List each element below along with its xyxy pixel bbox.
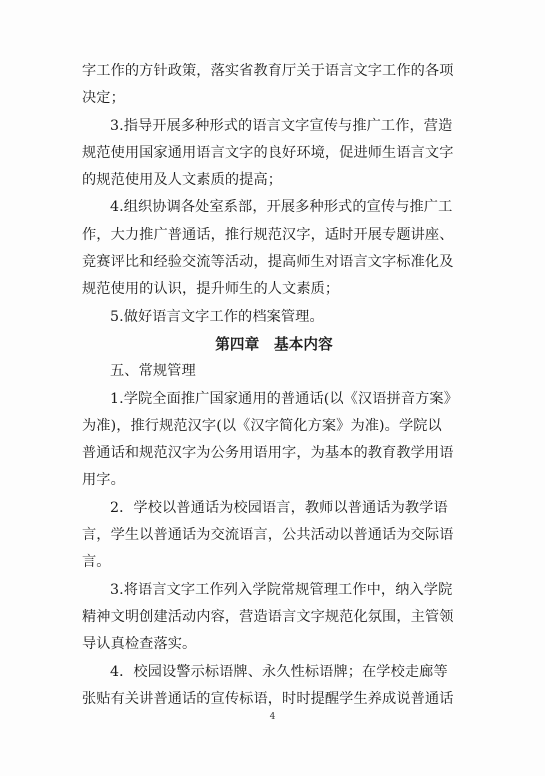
text-line: 3.指导开展多种形式的语言文字宣传与推广工作，营造: [110, 117, 453, 134]
text-line: 4.组织协调各处室系部，开展多种形式的宣传与推广工: [110, 199, 453, 216]
body-text: [82, 58, 466, 713]
text-line: 规范使用的认识，提升师生的人文素质；: [82, 281, 340, 298]
text-line: 张贴有关讲普通话的宣传标语，时时提醒学生养成说普通话: [82, 690, 454, 707]
text-line: 2．学校以普通话为校园语言，教师以普通话为教学语: [110, 499, 448, 516]
text-line: 言，学生以普通话为交流语言，公共活动以普通话为交际语: [82, 527, 454, 544]
text-line: 的规范使用及人文素质的提高；: [82, 172, 283, 189]
text-line: 用字。: [82, 472, 125, 489]
text-line: 竞赛评比和经验交流等活动，提高师生对语言文字标准化及: [82, 254, 454, 271]
text-line: 3.将语言文字工作列入学院常规管理工作中，纳入学院: [110, 581, 453, 598]
text-line: 言。: [82, 554, 111, 571]
text-line: 字工作的方针政策，落实省教育厅关于语言文字工作的各项: [82, 63, 454, 79]
text-line: 规范使用国家通用语言文字的良好环境，促进师生语言文字: [82, 144, 454, 161]
text-line: 导认真检查落实。: [82, 636, 197, 653]
text-line: 5.做好语言文字工作的档案管理。: [110, 308, 324, 325]
text-line: 4．校园设警示标语牌、永久性标语牌；在学校走廊等: [110, 663, 448, 680]
section-heading: 五、常规管理: [110, 363, 196, 380]
text-line: 普通话和规范汉字为公务用语用字，为基本的教育教学用语: [82, 445, 454, 462]
page-number: 4: [269, 712, 276, 722]
text-line: 为准)，推行规范汉字(以《汉字简化方案》为准)。学院以: [82, 417, 442, 434]
text-line: 决定；: [82, 90, 125, 107]
text-line: 精神文明创建活动内容，营造语言文字规范化氛围，主管领: [82, 608, 454, 625]
text-line: 作，大力推广普通话，推行规范汉字，适时开展专题讲座、: [82, 226, 454, 243]
chapter-heading: 第四章 基本内容: [215, 335, 333, 353]
text-line: 1.学院全面推广国家通用的普通话(以《汉语拼音方案》: [110, 390, 458, 407]
